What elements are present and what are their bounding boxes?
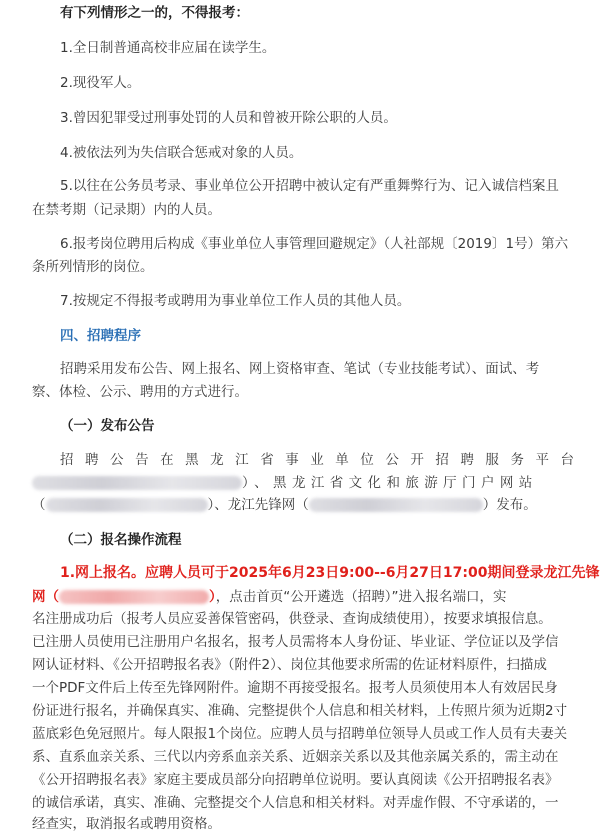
sub1-line2 (32, 473, 574, 493)
sub2-line2 (32, 587, 600, 607)
exclusion-item: 5.以往在公务员考录、事业单位公开招聘中被认定有严重舞弊行为、记入诚信档案且 (60, 178, 559, 194)
sub1-line3-tail: ）发布。 (482, 497, 537, 513)
sub1-line3 (32, 495, 600, 515)
section4-text: 察、体检、公示、聘用的方式进行。 (32, 384, 248, 400)
sub2-body: 系、直系血亲关系、三代以内旁系血亲关系、近姻亲关系以及其他亲属关系的，需主动在 (32, 749, 559, 765)
sub1-line3-mid: ）、龙江先锋网（ (207, 497, 309, 513)
redacted-url (59, 590, 209, 604)
sub1-line3-head: （ (32, 497, 46, 513)
sub2-body: 名注册成功后（报考人员应妥善保管密码，供登录、查询成绩使用），按要求填报信息。 (32, 611, 552, 627)
exclusion-item-cont: 在禁考期（记录期）内的人员。 (32, 202, 221, 218)
redacted-url (309, 498, 483, 512)
sub2-body: 网认证材料、《公开招聘报名表》（附件2）、岗位其他要求所需的佐证材料原件，扫描成 (32, 657, 547, 673)
sub2-red-line2-head: 网（ (32, 589, 59, 605)
sub2-body: 一个PDF文件后上传至先锋网附件。逾期不再接受报名。报考人员须使用本人有效居民身 (32, 680, 558, 696)
exclusion-item: 6.报考岗位聘用后构成《事业单位人事管理回避规定》（人社部规〔2019〕1号）第六 (60, 236, 569, 252)
redacted-url (46, 498, 208, 512)
sub1-title: （一）发布公告 (60, 418, 155, 434)
exclusion-item: 4.被依法列为失信联合惩戒对象的人员。 (60, 145, 303, 161)
sub2-body: 已注册人员使用已注册用户名报名，报考人员需将本人身份证、毕业证、学位证以及学信 (32, 634, 559, 650)
exclusion-item: 2.现役军人。 (60, 75, 141, 91)
sub1-line2-text: ）、黑龙江省文化和旅游厅门户网站 (242, 475, 538, 491)
sub1-text: 招聘公告在黑龙江省事业单位公开招聘服务平台 (60, 452, 574, 468)
exclusion-item-cont: 条所列情形的岗位。 (32, 259, 154, 275)
section4-text: 招聘采用发布公告、网上报名、网上资格审查、笔试（专业技能考试）、面试、考 (60, 361, 540, 377)
intro-heading: 有下列情形之一的，不得报考： (60, 5, 249, 21)
sub2-body: 《公开招聘报名表》家庭主要成员部分向招聘单位说明。要认真阅读《公开招聘报名表》 (32, 772, 559, 788)
sub2-red-line2-close: ） (209, 589, 216, 605)
sub2-red-line: 1.网上报名。应聘人员可于2025年6月23日9:00--6月27日17:00期间登录龙江先锋 (60, 565, 600, 581)
sub2-title: （二）报名操作流程 (60, 532, 182, 548)
sub2-body: 经查实，取消报名或聘用资格。 (32, 816, 221, 832)
redacted-url (32, 476, 242, 490)
exclusion-item: 1.全日制普通高校非应届在读学生。 (60, 40, 276, 56)
section4-title: 四、招聘程序 (60, 328, 141, 344)
sub2-line2-text: ，点击首页“公开遴选（招聘）”进入报名端口，实 (215, 589, 507, 605)
sub2-body: 的诚信承诺，真实、准确、完整提交个人信息和相关材料。对弄虚作假、不守承诺的，一 (32, 795, 559, 811)
sub2-body: 份证进行报名，并确保真实、准确、完整提供个人信息和相关材料，上传照片须为近期2寸 (32, 703, 568, 719)
exclusion-item: 3.曾因犯罪受过刑事处罚的人员和曾被开除公职的人员。 (60, 110, 397, 126)
exclusion-item: 7.按规定不得报考或聘用为事业单位工作人员的其他人员。 (60, 293, 411, 309)
sub2-body: 蓝底彩色免冠照片。每人限报1个岗位。应聘人员与招聘单位领导人员或工作人员有夫妻关 (32, 726, 568, 742)
